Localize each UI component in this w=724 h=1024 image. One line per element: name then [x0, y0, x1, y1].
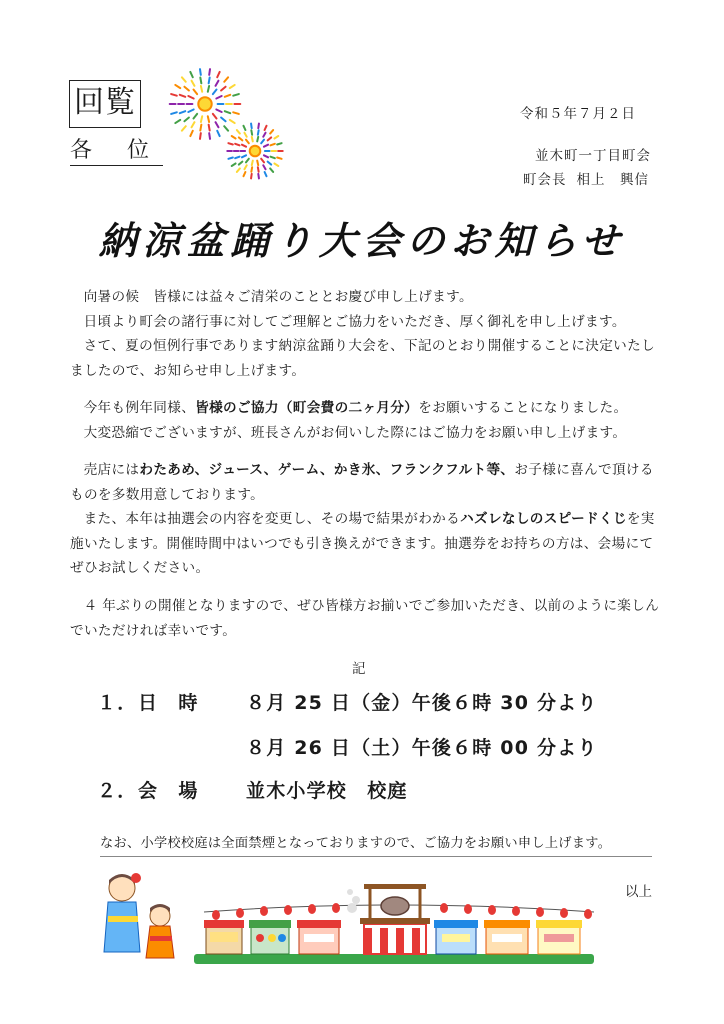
firework-ray: [263, 133, 265, 137]
firework-ray: [216, 122, 219, 127]
firework-ray: [230, 85, 235, 88]
closing-mark: 以上: [625, 884, 652, 900]
lantern-icon: [236, 908, 244, 918]
venue-value: 並木小学校 校庭: [246, 780, 408, 802]
firework-ray: [261, 140, 264, 144]
firework-ray: [192, 122, 195, 127]
lantern-icon: [536, 907, 544, 917]
chair-line: [523, 168, 649, 188]
firework-ray: [251, 167, 252, 172]
firework-ray: [209, 78, 210, 84]
association-name: 並木町一丁目町会: [535, 148, 651, 164]
firework-ray: [200, 69, 201, 75]
firework-ray: [216, 96, 221, 99]
lantern-icon: [308, 904, 316, 914]
emphasis-text: ハズレなしのスピードくじ: [460, 511, 627, 528]
firework-ray: [221, 87, 226, 91]
firework-ray: [263, 165, 265, 169]
lantern-icon: [284, 905, 292, 915]
firework-ray: [193, 114, 197, 119]
text-run: をお願いすることになりました。: [418, 400, 628, 416]
firework-ray: [265, 126, 267, 130]
text-run: また、本年は抽選会の内容を変更し、その場で結果がわかる: [83, 511, 461, 528]
firework-ray: [264, 155, 268, 157]
firework-ray: [274, 136, 278, 138]
contribution-paragraph: [70, 396, 660, 445]
firework-ray: [217, 131, 219, 136]
thanks-line: 日頃より町会の諸行事に対してご理解とご協力をいただき、厚く御礼を申し上げます。: [83, 313, 626, 330]
firework-ray: [232, 136, 236, 138]
closing-paragraph: [70, 594, 660, 643]
firework-ray: [232, 163, 236, 165]
lantern-icon: [260, 906, 268, 916]
yagura-stage-icon: [360, 884, 430, 954]
firework-ray: [225, 95, 231, 97]
datetime-label: 日 時: [138, 692, 199, 714]
chair-name: 相上 興信: [576, 172, 649, 188]
ki-marker: 記: [352, 661, 366, 677]
firework-ray: [271, 144, 275, 146]
firework-ray: [237, 168, 240, 171]
firework-ray: [180, 95, 186, 97]
no-smoking-note: なお、小学校校庭は全面禁煙となっておりますので、ご協力をお願い申し上げます。: [100, 834, 652, 857]
firework-ray: [251, 130, 252, 135]
firework-ray: [190, 72, 192, 77]
stall-icon: [536, 920, 582, 954]
firework-ray: [192, 81, 195, 86]
emphasis-text: 皆様のご協力（町会費の二ヶ月分）: [195, 400, 419, 416]
firework-ray: [213, 90, 217, 95]
text-run: 売店には: [83, 462, 140, 478]
firework-ray: [251, 124, 252, 129]
firework-ray: [224, 77, 228, 81]
firework-ray: [184, 87, 189, 91]
firework-ray: [244, 165, 246, 169]
firework-ray: [208, 116, 209, 122]
firework-ray: [239, 137, 243, 140]
firework-ray: [277, 143, 281, 144]
detail-number: ２．: [97, 780, 138, 802]
firework-ray: [182, 126, 186, 130]
firework-ray: [252, 137, 253, 142]
stall-icon: [204, 920, 244, 954]
firework-ray: [258, 130, 259, 135]
firework-ray: [270, 168, 273, 171]
firework-ray: [228, 143, 232, 144]
greeting-line: 向暑の候 皆様には益々ご清栄のこととお慶び申し上げます。: [83, 289, 473, 305]
ground: [194, 954, 594, 964]
announcement-line: さて、夏の恒例行事であります納涼盆踊り大会を、下記のとおり開催することに決定いたしましたので、お知らせ申し上げます。: [70, 338, 656, 379]
firework-ray: [201, 116, 202, 122]
firework-ray: [190, 131, 192, 136]
lantern-icon: [464, 904, 472, 914]
firework-ray: [246, 159, 249, 163]
firework-core: [250, 146, 261, 157]
firework-ray: [209, 69, 210, 75]
firework-ray: [242, 145, 246, 147]
text-run: お子様に喜んで頂けるものを多数用意しております。: [70, 462, 654, 503]
firework-ray: [239, 162, 243, 165]
firework-ray: [268, 162, 272, 165]
text-run: 今年も例年同様、: [83, 400, 196, 416]
greeting-paragraph: [70, 285, 660, 383]
firework-ray: [175, 120, 180, 123]
smoke-icon: [347, 889, 360, 913]
chair-role: 町会長: [523, 172, 567, 188]
firework-ray: [264, 145, 268, 147]
stall-icon: [249, 920, 291, 954]
firework-ray: [242, 155, 246, 157]
taiko-drum-icon: [381, 897, 409, 915]
firework-ray: [182, 77, 186, 81]
firework-ray: [208, 86, 209, 92]
stall-icon: [434, 920, 478, 954]
festival-illustration: [94, 868, 604, 970]
firework-ray: [188, 109, 193, 112]
firework-ray: [274, 163, 278, 165]
lantern-icon: [584, 909, 592, 919]
contribution-line: [70, 396, 660, 421]
firework-ray: [188, 96, 193, 99]
firework-ray: [175, 85, 180, 88]
lantern-icon: [512, 906, 520, 916]
firework-ray: [228, 158, 232, 159]
child-in-yukata-icon: [104, 873, 141, 952]
closing-line: ４ 年ぶりの開催となりますので、ぜひ皆様方お揃いでご参加いただき、以前のように楽しんでいただければ幸いです。: [70, 598, 660, 639]
firework-ray: [171, 112, 177, 114]
firework-icon-small: [222, 118, 288, 184]
firework-ray: [243, 172, 245, 176]
firework-ray: [216, 109, 221, 112]
issue-date: 令和５年７月２日: [520, 106, 636, 122]
datetime-value-1: ８月 25 日（金）午後６時 30 分より: [246, 692, 598, 714]
firework-ray: [217, 72, 219, 77]
firework-ray: [277, 158, 281, 159]
firework-ray: [257, 137, 258, 142]
firework-ray: [258, 174, 259, 179]
firework-ray: [193, 90, 197, 95]
emphasis-text: わたあめ、ジュース、ゲーム、かき氷、フランクフルト等、: [139, 462, 515, 478]
firework-ray: [261, 159, 264, 163]
firework-ray: [268, 137, 272, 140]
firework-ray: [213, 114, 217, 119]
stalls-line: [70, 458, 660, 507]
firework-ray: [258, 167, 259, 172]
firework-ray: [237, 130, 240, 133]
stalls-paragraph: [70, 458, 660, 581]
stall-icon: [484, 920, 530, 954]
firework-ray: [270, 130, 273, 133]
firework-ray: [271, 157, 275, 159]
firework-ray: [258, 124, 259, 129]
lottery-line: [70, 507, 660, 581]
firework-ray: [209, 133, 210, 139]
detail-number: １．: [97, 692, 138, 714]
firework-ray: [200, 78, 201, 84]
firework-ray: [251, 174, 252, 179]
firework-ray: [265, 172, 267, 176]
firework-ray: [201, 86, 202, 92]
child-in-yukata-icon-small: [146, 904, 174, 958]
firework-ray: [200, 133, 201, 139]
datetime-value-2: ８月 26 日（土）午後６時 00 分より: [246, 737, 598, 759]
firework-ray: [252, 161, 253, 166]
firework-ray: [216, 81, 219, 86]
firework-ray: [235, 144, 239, 146]
addressee: 各 位: [70, 138, 163, 166]
kairan-stamp: 回覧: [69, 80, 141, 128]
firework-ray: [246, 140, 249, 144]
firework-ray: [233, 94, 239, 96]
venue-label: 会 場: [138, 780, 199, 802]
firework-ray: [233, 112, 239, 114]
lantern-icon: [440, 903, 448, 913]
firework-ray: [225, 111, 231, 113]
page-title: 納涼盆踊り大会のお知らせ: [98, 218, 626, 263]
stall-icon: [297, 920, 341, 954]
text-run: を実施いたします。開催時間中はいつでも引き換えができます。抽選券をお持ちの方は、会場にてぜひお試しください。: [70, 511, 655, 577]
firework-ray: [200, 125, 201, 131]
firework-ray: [180, 111, 186, 113]
firework-ray: [235, 157, 239, 159]
lantern-icon: [560, 908, 568, 918]
lantern-icon: [332, 903, 340, 913]
apology-line: 大変恐縮でございますが、班長さんがお伺いした際にはご協力をお願い申し上げます。: [83, 424, 627, 441]
firework-ray: [184, 117, 189, 121]
firework-ray: [243, 126, 245, 130]
firework-ray: [257, 161, 258, 166]
firework-core: [198, 97, 211, 110]
firework-ray: [209, 125, 210, 131]
firework-ray: [244, 133, 246, 137]
lantern-icon: [212, 910, 220, 920]
firework-ray: [171, 94, 177, 96]
lantern-icon: [488, 905, 496, 915]
